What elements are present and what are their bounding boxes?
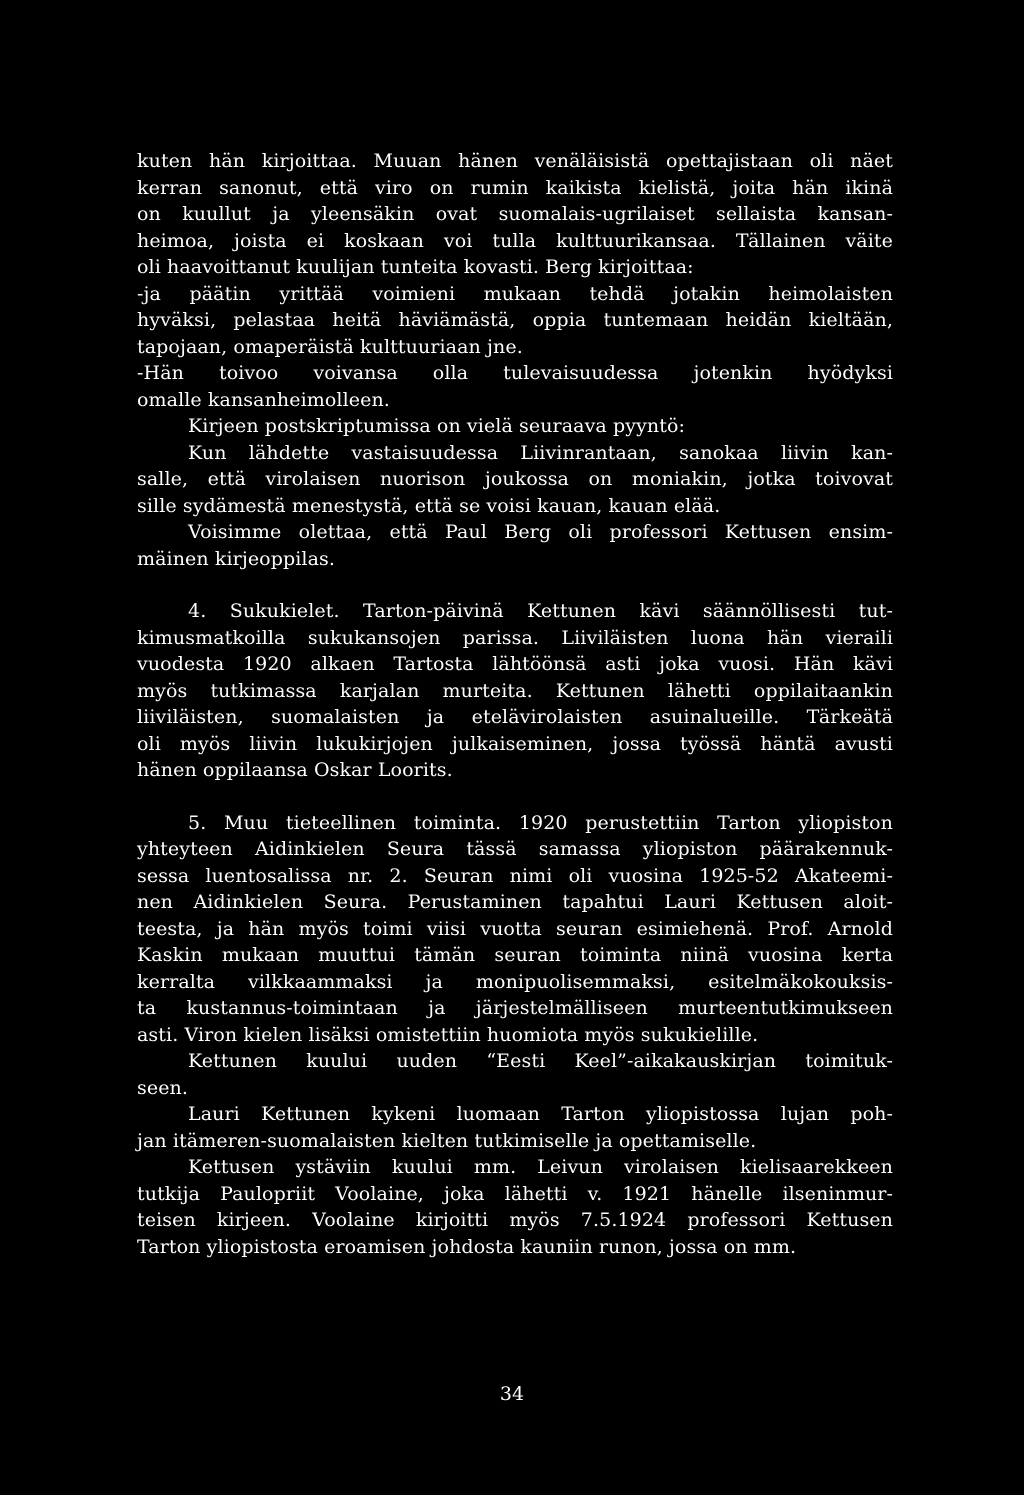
text-line: Lauri Kettunen kykeni luomaan Tarton yliopistossa lujan poh-	[188, 1103, 893, 1125]
text-line: Voisimme olettaa, että Paul Berg oli professori Kettusen ensim-	[188, 521, 893, 543]
text-line: kerralta vilkkaammaksi ja monipuolisemmaksi, esitelmäkokouksis-	[137, 970, 893, 993]
text-line: tapojaan, omaperäistä kulttuuriaan jne.	[137, 335, 523, 358]
text-line: Tarton yliopistosta eroamisen johdosta kauniin runon, jossa on mm.	[137, 1235, 797, 1258]
text-line: heimoa, joista ei koskaan voi tulla kulttuurikansaa. Tällainen väite	[137, 229, 893, 252]
text-line: salle, että virolaisen nuorison joukossa on moniakin, jotka toivovat	[137, 468, 893, 490]
text-line: myös tutkimassa karjalan murteita. Kettunen lähetti oppilaitaankin	[137, 679, 893, 702]
text-line: asti. Viron kielen lisäksi omistettiin huomiota myös sukukielille.	[137, 1023, 759, 1046]
text-line: Kettunen kuului uuden “Eesti Keel”-aikakauskirjan toimituk-	[188, 1050, 893, 1072]
section-heading-line: 4. Sukukielet. Tarton-päivinä Kettunen kävi säännöllisesti tut-	[188, 600, 893, 622]
text-line: sille sydämestä menestystä, että se voisi kauan, kauan elää.	[137, 494, 721, 517]
text-line: ta kustannus-toimintaan ja järjestelmälliseen murteentutkimukseen	[137, 997, 893, 1019]
text-line: teisen kirjeen. Voolaine kirjoitti myös 7.5.1924 professori Kettusen	[137, 1209, 893, 1231]
text-line: seen.	[137, 1076, 189, 1099]
text-line: Kettusen ystäviin kuului mm. Leivun virolaisen kielisaarekkeen	[188, 1156, 893, 1178]
text-line: Kaskin mukaan muuttui tämän seuran toiminta niinä vuosina kerta	[137, 944, 893, 966]
text-line: omalle kansanheimolleen.	[137, 388, 390, 411]
text-line: Kirjeen postskriptumissa on vielä seuraava pyyntö:	[188, 415, 686, 437]
text-line: on kuullut ja yleensäkin ovat suomalais-ugrilaiset sellaista kansan-	[137, 203, 893, 225]
text-line: oli haavoittanut kuulijan tunteita kovasti. Berg kirjoittaa:	[137, 256, 694, 278]
text-line: hänen oppilaansa Oskar Loorits.	[137, 759, 453, 781]
text-line: mäinen kirjeoppilas.	[137, 547, 336, 570]
text-line: nen Aidinkielen Seura. Perustaminen tapahtui Lauri Kettusen aloit-	[137, 891, 893, 913]
text-line: liiviläisten, suomalaisten ja etelävirolaisten asuinalueille. Tärkeätä	[137, 706, 893, 728]
text-line: Kun lähdette vastaisuudessa Liivinrantaan, sanokaa liivin kan-	[188, 441, 893, 464]
section-gap	[137, 784, 893, 810]
text-line: -Hän toivoo voivansa olla tulevaisuudessa jotenkin hyödyksi	[137, 362, 893, 384]
text-line: jan itämeren-suomalaisten kielten tutkimiselle ja opettamiselle.	[137, 1129, 757, 1152]
page-number: 34	[499, 1383, 525, 1405]
text-line: yhteyteen Aidinkielen Seura tässä samassa yliopiston päärakennuk-	[137, 838, 893, 860]
document-body	[137, 148, 893, 1260]
text-line: kerran sanonut, että viro on rumin kaikista kielistä, joita hän ikinä	[137, 176, 893, 199]
text-line: sessa luentosalissa nr. 2. Seuran nimi oli vuosina 1925-52 Akateemi-	[137, 864, 893, 887]
text-line: hyväksi, pelastaa heitä häviämästä, oppia tuntemaan heidän kieltään,	[137, 309, 893, 331]
text-line: -ja päätin yrittää voimieni mukaan tehdä jotakin heimolaisten	[137, 282, 893, 305]
text-line: teesta, ja hän myös toimi viisi vuotta seuran esimiehenä. Prof. Arnold	[137, 917, 893, 940]
text-line: oli myös liivin lukukirjojen julkaiseminen, jossa työssä häntä avusti	[137, 732, 893, 755]
text-line: kuten hän kirjoittaa. Muuan hänen venäläisistä opettajistaan oli näet	[137, 150, 893, 172]
text-line: tutkija Paulopriit Voolaine, joka lähetti v. 1921 hänelle ilseninmur-	[137, 1182, 893, 1205]
text-line: kimusmatkoilla sukukansojen parissa. Liiviläisten luona hän vieraili	[137, 626, 893, 649]
section-heading-line: 5. Muu tieteellinen toiminta. 1920 perustettiin Tarton yliopiston	[188, 811, 893, 834]
text-line: vuodesta 1920 alkaen Tartosta lähtöönsä asti joka vuosi. Hän kävi	[137, 653, 893, 675]
section-gap	[137, 572, 893, 598]
